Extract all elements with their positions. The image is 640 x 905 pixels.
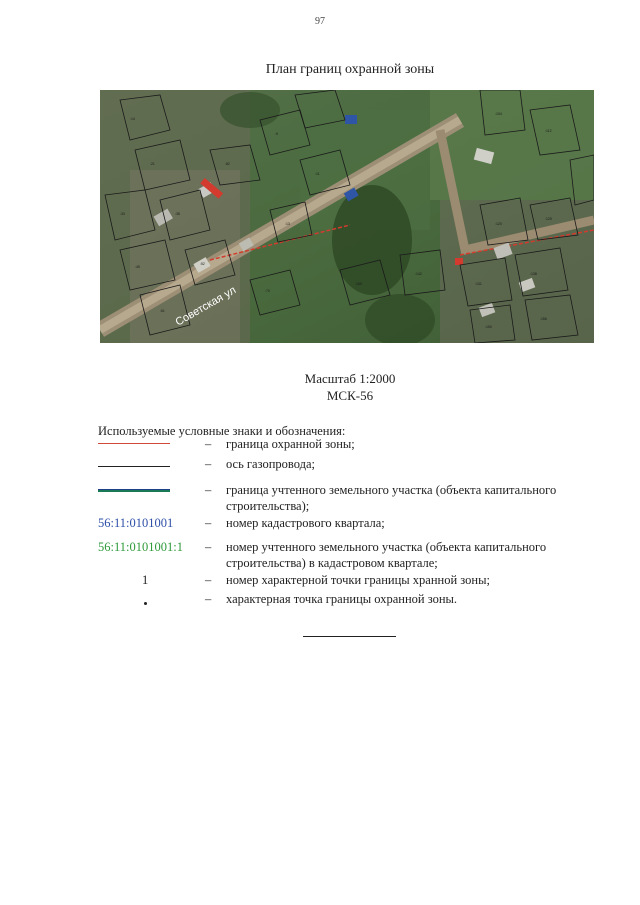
page-title: План границ охранной зоны (265, 62, 435, 77)
legend-dash: – (205, 483, 212, 497)
red-line-symbol (98, 443, 170, 444)
legend-description: граница охранной зоны; (226, 437, 355, 451)
satellite-map (100, 90, 594, 343)
svg-text::120: :120 (495, 222, 502, 226)
svg-text::14: :14 (130, 117, 135, 121)
street-label: Советская ул (173, 284, 239, 329)
cadastral-quarter-sample: 56:11:0101001 (98, 516, 174, 530)
black-line-symbol (98, 466, 170, 467)
legend-heading: Используемые условные знаки и обозначения: (98, 424, 346, 438)
svg-text::52: :52 (200, 262, 205, 266)
scale-block (0, 370, 640, 404)
svg-text::156: :156 (540, 317, 547, 321)
green-line-symbol (98, 489, 170, 492)
legend-dash: – (205, 516, 212, 530)
svg-text::45: :45 (135, 265, 140, 269)
page-number: 97 (315, 16, 325, 27)
legend-description: номер кадастрового квартала; (226, 516, 385, 530)
scale-text: Масштаб 1:2000 (304, 371, 396, 386)
svg-text::138: :138 (530, 272, 537, 276)
svg-text::142: :142 (415, 272, 422, 276)
legend-dash: – (205, 592, 212, 606)
svg-text::11: :11 (315, 172, 320, 176)
svg-text::160: :160 (355, 282, 362, 286)
legend-description: граница учтенного земельного участка (объекта капитального строительства); (226, 483, 557, 513)
legend-description: ось газопровода; (226, 457, 316, 471)
legend-dash: – (205, 573, 212, 587)
legend-dash: – (205, 457, 212, 471)
svg-text::9: :9 (275, 132, 278, 136)
svg-text::21: :21 (150, 162, 155, 166)
svg-text::150: :150 (485, 325, 492, 329)
legend-description: номер учтенного земельного участка (объекта капитального строительства) в кадастровом квартале; (226, 540, 547, 570)
svg-text::82: :82 (225, 162, 230, 166)
legend-dash: – (205, 437, 212, 451)
legend-description: характерная точка границы охранной зоны. (226, 592, 458, 606)
point-number-sample: 1 (142, 573, 149, 587)
coordinate-system: МСК-56 (326, 388, 374, 403)
svg-text::104: :104 (495, 112, 502, 116)
legend-dash: – (205, 540, 212, 554)
svg-text::70: :70 (265, 289, 270, 293)
svg-text::125: :125 (545, 217, 552, 221)
dot-icon (144, 602, 147, 605)
svg-text::131: :131 (475, 282, 482, 286)
svg-text::33: :33 (120, 212, 125, 216)
svg-text::38: :38 (175, 212, 180, 216)
svg-text::112: :112 (545, 129, 552, 133)
legend-description: номер характерной точки границы хранной зоны; (226, 573, 490, 587)
parcel-number-sample: 56:11:0101001:1 (98, 540, 183, 554)
svg-text::13: :13 (285, 222, 290, 226)
svg-text::61: :61 (160, 309, 165, 313)
end-divider (303, 636, 396, 637)
